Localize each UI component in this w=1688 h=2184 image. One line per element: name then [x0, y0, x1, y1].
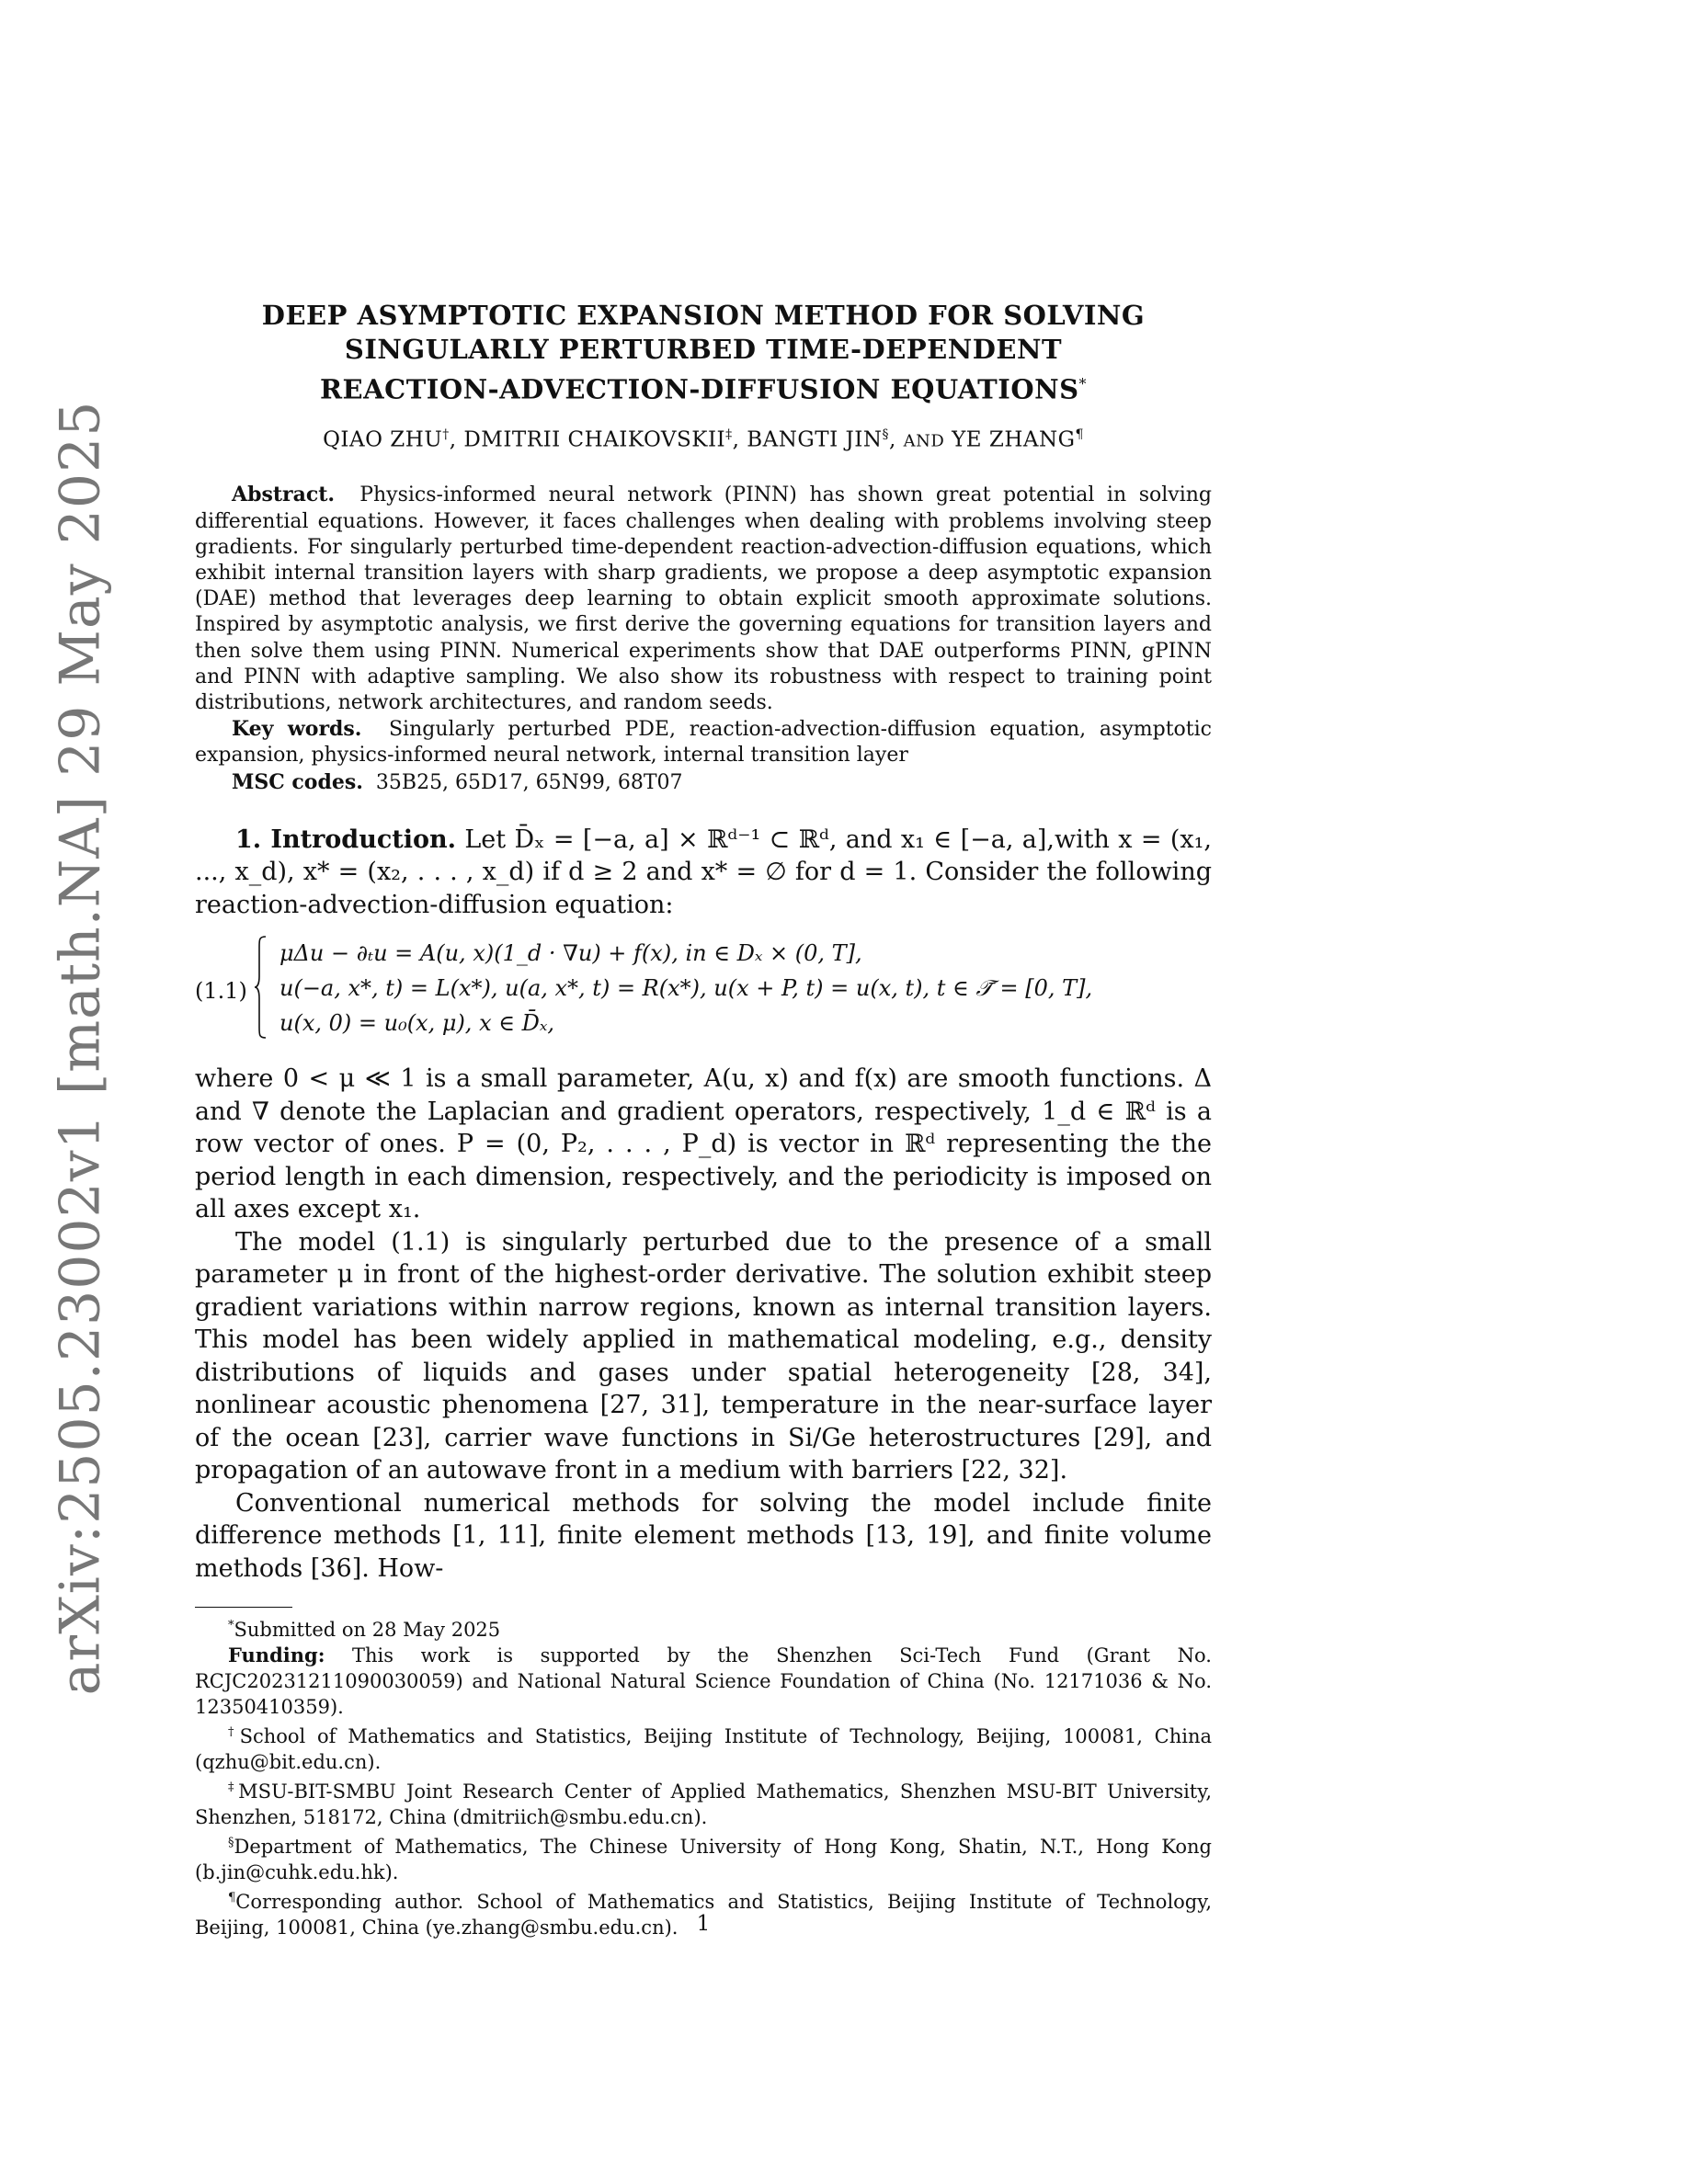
- equation-line: μΔu − ∂ₜu = A(u, x)(1_d · ∇u) + f(x), in ∈ Dₓ × (0, T],: [279, 940, 862, 967]
- abstract-paragraph: [195, 482, 1212, 716]
- keywords-label: Key words.: [232, 717, 362, 742]
- title-footnote-mark: *: [1078, 375, 1088, 392]
- author-name: YE ZHANG: [952, 427, 1076, 452]
- title-line-2: SINGULARLY PERTURBED TIME-DEPENDENT: [344, 334, 1063, 365]
- equation-system: [279, 936, 1092, 1041]
- footnote-item: *Submitted on 28 May 2025: [228, 1619, 501, 1642]
- footnote-rule: [195, 1607, 292, 1608]
- footnote-item: ¶Corresponding author. School of Mathematics and Statistics, Beijing Institute of Technology, Beijing, 100081, China (ye.zhang@smbu.edu.cn).: [195, 1891, 1212, 1939]
- author-name: DMITRII CHAIKOVSKII: [463, 427, 726, 452]
- abstract-label: Abstract.: [232, 483, 336, 507]
- arxiv-sidebar-stamp: [48, 400, 112, 1696]
- intro-paragraph: where 0 < μ ≪ 1 is a small parameter, A(u, x) and f(x) are smooth functions. Δ and ∇ denote the Laplacian and gradient operators, respectively, 1_d ∈ ℝᵈ is a row vector of ones. P = (0, P₂, . . . , P_d) is vector in ℝᵈ representing the the period length in each dimension, respectively, and the periodicity is imposed on all axes except x₁.: [195, 1064, 1212, 1224]
- footnote-item: ‡MSU-BIT-SMBU Joint Research Center of Applied Mathematics, Shenzhen MSU-BIT University, Shenzhen, 518172, China (dmitriich@smbu.edu.cn).: [195, 1780, 1213, 1829]
- equation-1-1: [195, 936, 1212, 1046]
- funding-label: Funding:: [228, 1644, 325, 1667]
- intro-paragraph: The model (1.1) is singularly perturbed due to the presence of a small parameter μ in front of the highest-order derivative. The solution exhibit steep gradient variations within narrow regions, known as internal transition layers. This model has been widely applied in mathematical modeling, e.g., density distributions of liquids and gases under spatial heterogeneity [28, 34], nonlinear acoustic phenomena [27, 31], temperature in the near-surface layer of the ocean [23], carrier wave functions in Si/Ge heterostructures [29], and propagation of an autowave front in a medium with barriers [22, 32].: [195, 1227, 1212, 1485]
- abstract-block: [195, 482, 1212, 795]
- intro-paragraph: [195, 824, 1212, 922]
- introduction-section: [195, 824, 1212, 1586]
- author-conjunction: AND: [903, 431, 945, 451]
- msc-label: MSC codes.: [232, 769, 363, 794]
- footnote-item: §Department of Mathematics, The Chinese University of Hong Kong, Shatin, N.T., Hong Kong (b.jin@cuhk.edu.hk).: [195, 1836, 1212, 1884]
- keywords-paragraph: [195, 716, 1212, 768]
- title-line-3: REACTION-ADVECTION-DIFFUSION EQUATIONS*: [319, 373, 1088, 405]
- abstract-text: Physics-informed neural network (PINN) has shown great potential in solving differential equations. However, it faces challenges when dealing with problems involving steep gradients. For singularly perturbed time-dependent reaction-advection-diffusion equations, which exhibit internal transition layers with sharp gradients, we propose a deep asymptotic expansion (DAE) method that leverages deep learning to obtain explicit smooth approximate solutions. Inspired by asymptotic analysis, we first derive the governing equations for transition layers and then solve them using PINN. Numerical experiments show that DAE outperforms PINN, gPINN and PINN with adaptive sampling. We also show its robustness with respect to training point distributions, network architectures, and random seeds.: [195, 483, 1212, 714]
- msc-paragraph: [195, 769, 1212, 796]
- title-line-1: DEEP ASYMPTOTIC EXPANSION METHOD FOR SOLVING: [261, 300, 1146, 331]
- footnote-item: Funding: This work is supported by the Shenzhen Sci-Tech Fund (Grant No. RCJC20231211090030059) and National Natural Science Foundation of China (No. 12171036 & No. 12350410359).: [195, 1644, 1212, 1719]
- equation-line: u(−a, x*, t) = L(x*), u(a, x*, t) = R(x*), u(x + P, t) = u(x, t), t ∈ 𝒯̄ = [0, T],: [279, 975, 1093, 1002]
- page-number: 1: [696, 1912, 711, 1936]
- equation-line: u(x, 0) = u₀(x, μ), x ∈ D̄ₓ,: [279, 1010, 555, 1037]
- section-heading: 1. Introduction.: [235, 825, 457, 854]
- paper-page: [195, 0, 1212, 1940]
- footnotes: [195, 1613, 1212, 1940]
- author-list: QIAO ZHU†, DMITRII CHAIKOVSKII‡, BANGTI JIN§, AND YE ZHANG¶: [323, 427, 1084, 452]
- author-name: QIAO ZHU: [323, 427, 443, 452]
- msc-text: 35B25, 65D17, 65N99, 68T07: [375, 770, 683, 794]
- author-name: BANGTI JIN: [747, 427, 883, 452]
- footnote-item: †School of Mathematics and Statistics, Beijing Institute of Technology, Beijing, 100081, China (qzhu@bit.edu.cn).: [195, 1725, 1212, 1774]
- keywords-text: Singularly perturbed PDE, reaction-advection-diffusion equation, asymptotic expansion, physics-informed neural network, internal transition layer: [195, 718, 1212, 768]
- intro-paragraph: Conventional numerical methods for solving the model include finite difference methods [1, 11], finite element methods [13, 19], and finite volume methods [36]. How-: [195, 1488, 1212, 1583]
- left-brace-icon: [254, 936, 267, 1039]
- arxiv-identifier: arXiv:2505.23002v1 [math.NA] 29 May 2025: [48, 400, 112, 1696]
- paper-title: [195, 299, 1212, 407]
- intro-paragraph-1-text: Let D̄ₓ = [−a, a] × ℝᵈ⁻¹ ⊂ ℝᵈ, and x₁ ∈ [−a, a],with x = (x₁, ..., x_d), x* = (x₂, . . . , x_d) if d ≥ 2 and x* = ∅ for d = 1. Consider the following reaction-advection-diffusion equation:: [195, 825, 1212, 919]
- equation-number: (1.1): [195, 978, 247, 1005]
